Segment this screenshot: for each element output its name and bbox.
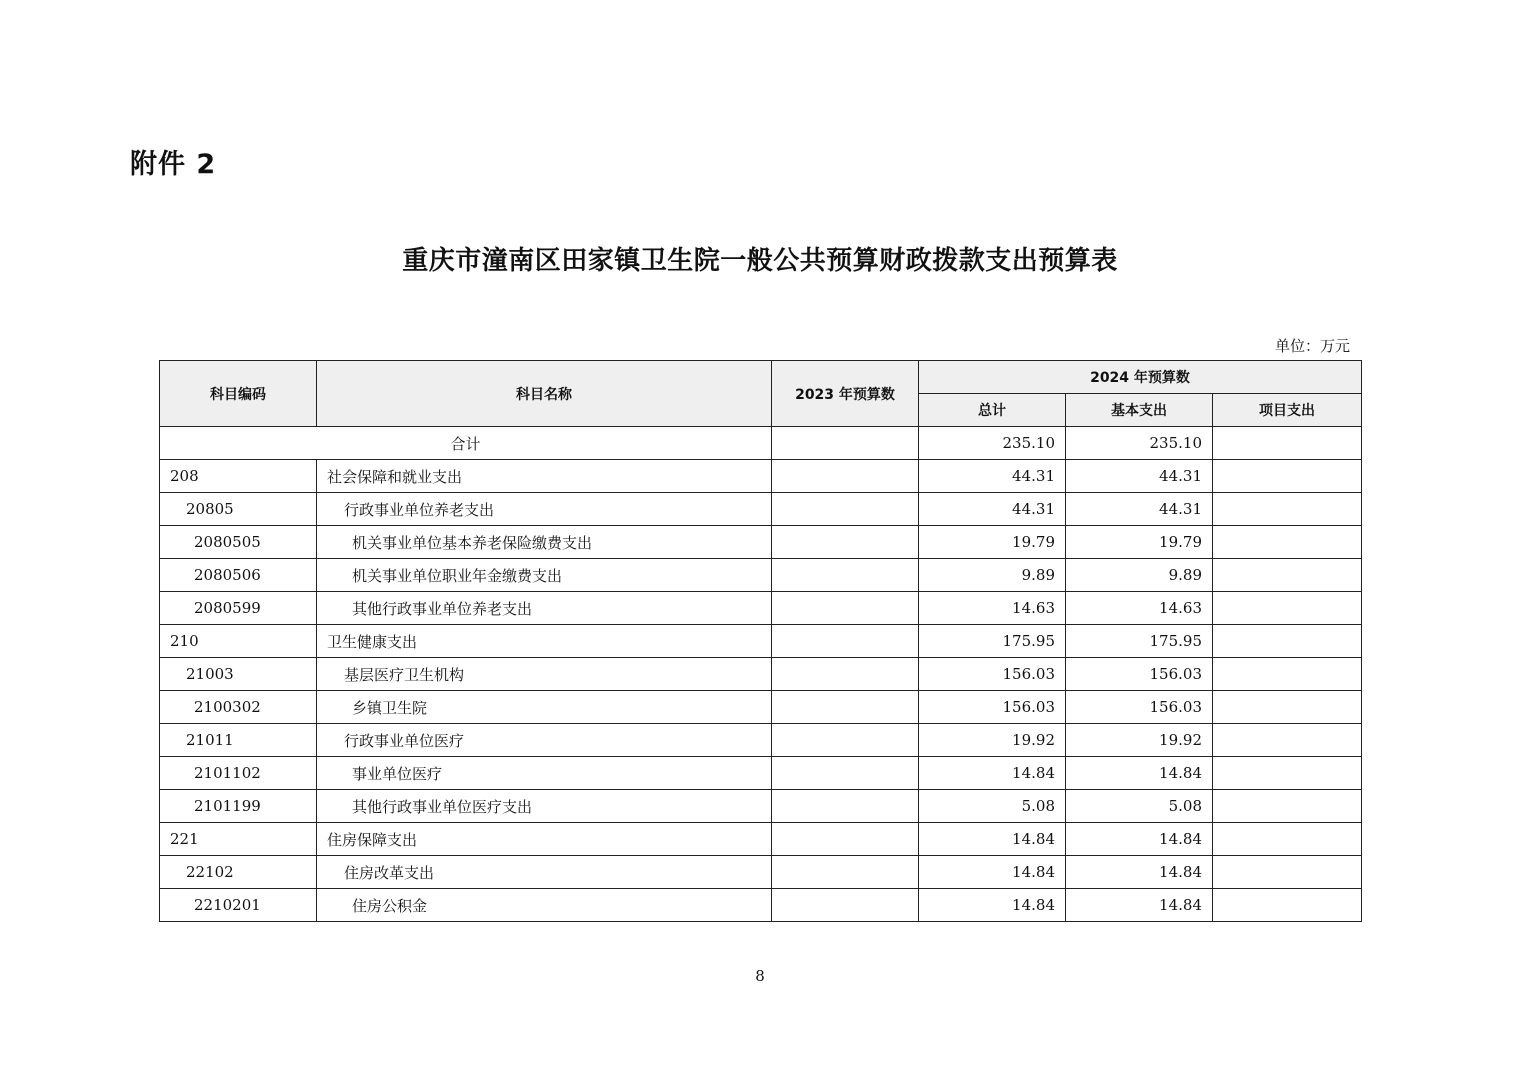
header-project: 项目支出 — [1213, 394, 1362, 427]
row-name: 其他行政事业单位医疗支出 — [317, 790, 772, 823]
row-total: 14.84 — [919, 757, 1066, 790]
table-row — [160, 526, 1362, 559]
page-number: 8 — [755, 967, 765, 985]
row-name: 基层医疗卫生机构 — [317, 658, 772, 691]
row-basic: 5.08 — [1066, 790, 1213, 823]
row-prev-year — [772, 889, 919, 922]
row-total: 44.31 — [919, 460, 1066, 493]
row-code: 20805 — [160, 493, 317, 526]
row-code: 208 — [160, 460, 317, 493]
row-project — [1213, 757, 1362, 790]
table-row — [160, 559, 1362, 592]
row-project — [1213, 823, 1362, 856]
row-code: 21011 — [160, 724, 317, 757]
row-code: 2101102 — [160, 757, 317, 790]
row-total: 156.03 — [919, 658, 1066, 691]
row-project — [1213, 724, 1362, 757]
row-prev-year — [772, 856, 919, 889]
attachment-label: 附件 2 — [130, 149, 217, 180]
row-project — [1213, 658, 1362, 691]
table-row — [160, 658, 1362, 691]
row-project — [1213, 889, 1362, 922]
row-project — [1213, 856, 1362, 889]
row-name: 行政事业单位养老支出 — [317, 493, 772, 526]
row-prev-year — [772, 724, 919, 757]
row-basic: 14.84 — [1066, 856, 1213, 889]
row-code: 2101199 — [160, 790, 317, 823]
row-name: 住房改革支出 — [317, 856, 772, 889]
row-basic: 14.63 — [1066, 592, 1213, 625]
table-row — [160, 889, 1362, 922]
row-basic: 44.31 — [1066, 493, 1213, 526]
row-prev-year — [772, 625, 919, 658]
row-project — [1213, 526, 1362, 559]
table-header — [160, 361, 1362, 427]
row-code: 22102 — [160, 856, 317, 889]
row-code: 221 — [160, 823, 317, 856]
table-row — [160, 856, 1362, 889]
row-total: 19.79 — [919, 526, 1066, 559]
row-name: 机关事业单位职业年金缴费支出 — [317, 559, 772, 592]
table-row — [160, 460, 1362, 493]
row-name: 行政事业单位医疗 — [317, 724, 772, 757]
row-prev-year — [772, 493, 919, 526]
row-prev-year — [772, 790, 919, 823]
row-name: 乡镇卫生院 — [317, 691, 772, 724]
row-project — [1213, 625, 1362, 658]
row-code: 2210201 — [160, 889, 317, 922]
table-row — [160, 493, 1362, 526]
row-name: 住房保障支出 — [317, 823, 772, 856]
table-row — [160, 625, 1362, 658]
row-basic: 9.89 — [1066, 559, 1213, 592]
row-name: 住房公积金 — [317, 889, 772, 922]
row-code: 2080506 — [160, 559, 317, 592]
table-row — [160, 790, 1362, 823]
row-name: 事业单位医疗 — [317, 757, 772, 790]
table-row — [160, 757, 1362, 790]
row-basic: 44.31 — [1066, 460, 1213, 493]
row-basic: 19.79 — [1066, 526, 1213, 559]
header-total: 总计 — [919, 394, 1066, 427]
row-basic: 156.03 — [1066, 691, 1213, 724]
header-code: 科目编码 — [160, 361, 317, 427]
total-row-prev-year — [772, 427, 919, 460]
row-project — [1213, 691, 1362, 724]
row-total: 9.89 — [919, 559, 1066, 592]
row-prev-year — [772, 823, 919, 856]
table-row — [160, 691, 1362, 724]
row-code: 2080599 — [160, 592, 317, 625]
row-total: 175.95 — [919, 625, 1066, 658]
row-total: 14.84 — [919, 856, 1066, 889]
total-row-basic: 235.10 — [1066, 427, 1213, 460]
row-code: 2100302 — [160, 691, 317, 724]
row-project — [1213, 460, 1362, 493]
header-basic: 基本支出 — [1066, 394, 1213, 427]
document-title: 重庆市潼南区田家镇卫生院一般公共预算财政拨款支出预算表 — [402, 246, 1118, 276]
row-project — [1213, 790, 1362, 823]
header-curr-year-group: 2024 年预算数 — [919, 361, 1362, 394]
row-total: 5.08 — [919, 790, 1066, 823]
row-name: 社会保障和就业支出 — [317, 460, 772, 493]
header-name: 科目名称 — [317, 361, 772, 427]
row-prev-year — [772, 559, 919, 592]
row-basic: 19.92 — [1066, 724, 1213, 757]
row-basic: 14.84 — [1066, 823, 1213, 856]
row-project — [1213, 493, 1362, 526]
row-total: 156.03 — [919, 691, 1066, 724]
row-prev-year — [772, 526, 919, 559]
table-row — [160, 724, 1362, 757]
row-total: 14.63 — [919, 592, 1066, 625]
row-basic: 14.84 — [1066, 889, 1213, 922]
row-prev-year — [772, 691, 919, 724]
row-project — [1213, 559, 1362, 592]
row-name: 机关事业单位基本养老保险缴费支出 — [317, 526, 772, 559]
total-row — [160, 427, 1362, 460]
row-name: 其他行政事业单位养老支出 — [317, 592, 772, 625]
row-project — [1213, 592, 1362, 625]
total-row-project — [1213, 427, 1362, 460]
total-row-total: 235.10 — [919, 427, 1066, 460]
row-total: 44.31 — [919, 493, 1066, 526]
total-row-label: 合计 — [160, 427, 772, 460]
row-prev-year — [772, 460, 919, 493]
row-prev-year — [772, 592, 919, 625]
row-code: 21003 — [160, 658, 317, 691]
table-row — [160, 823, 1362, 856]
unit-label: 单位：万元 — [1274, 337, 1350, 355]
row-basic: 175.95 — [1066, 625, 1213, 658]
row-total: 19.92 — [919, 724, 1066, 757]
row-total: 14.84 — [919, 823, 1066, 856]
row-code: 2080505 — [160, 526, 317, 559]
row-basic: 14.84 — [1066, 757, 1213, 790]
table-body — [160, 427, 1362, 922]
row-prev-year — [772, 757, 919, 790]
row-code: 210 — [160, 625, 317, 658]
table-row — [160, 592, 1362, 625]
row-total: 14.84 — [919, 889, 1066, 922]
budget-table — [159, 360, 1362, 922]
row-basic: 156.03 — [1066, 658, 1213, 691]
row-name: 卫生健康支出 — [317, 625, 772, 658]
row-prev-year — [772, 658, 919, 691]
header-prev-year: 2023 年预算数 — [772, 361, 919, 427]
